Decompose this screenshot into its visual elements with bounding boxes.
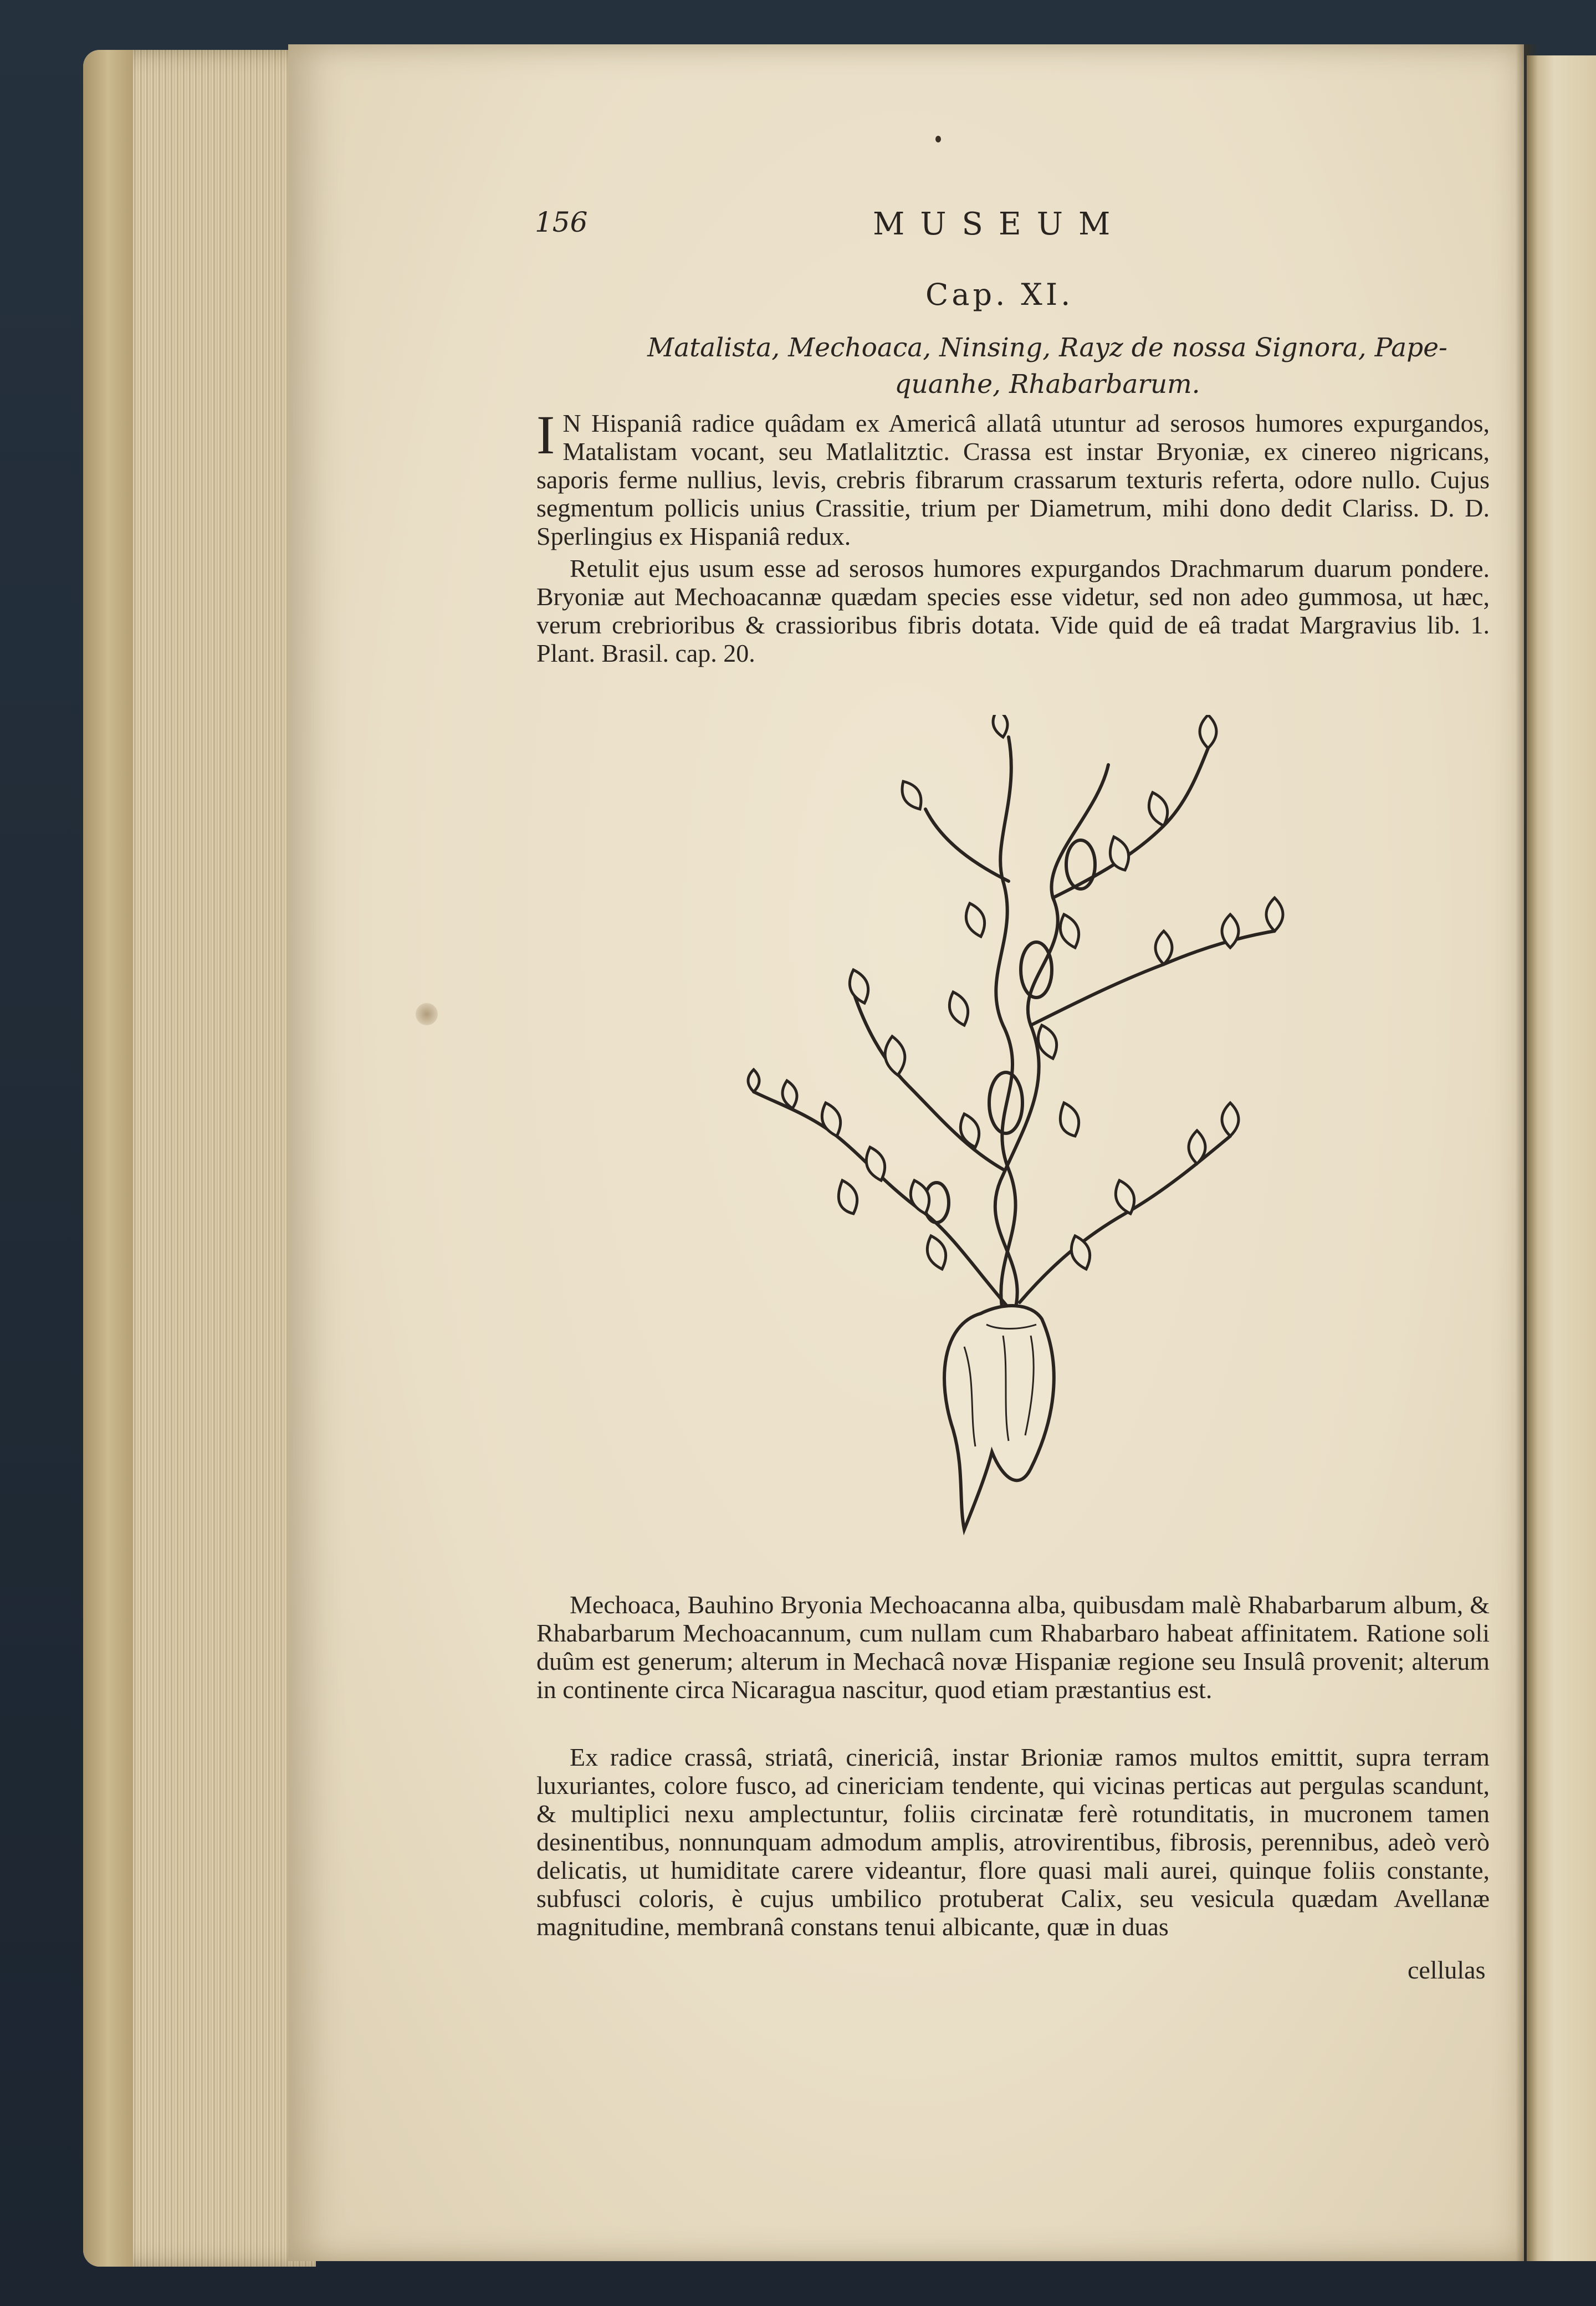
subtitle-line-2: quanhe, Rhabarbarum. xyxy=(894,369,1200,400)
mechoaca-root-woodcut-icon xyxy=(743,715,1297,1541)
subtitle-line-1: Matalista, Mechoaca, Ninsing, Rayz de nossa Signora, Pape- xyxy=(647,333,1447,363)
paper-stain xyxy=(416,1003,438,1025)
paragraph-1-text: N Hispaniâ radice quâdam ex Americâ allatâ utuntur ad serosos humores expurgandos, Matalistam vocant, seu Matlalitztic. Crassa est instar Bryoniæ, ex cinereo nigricans, saporis ferme nullius, levis, crebris fibrarum crassarum texturis referta, odore nullo. Cujus segmentum pollicis unius Crassitie, trium per Diametrum, mihi dono dedit Clariss. D. D. Sperlingius ex Hispaniâ redux. xyxy=(536,409,1490,550)
ink-dot xyxy=(935,136,941,142)
paragraph-1 xyxy=(536,404,1490,550)
page-gutter xyxy=(1516,44,1538,2261)
chapter-subtitle xyxy=(632,330,1463,403)
book-spine xyxy=(83,50,133,2267)
page-number: 156 xyxy=(535,206,588,238)
paragraph-3: Mechoaca, Bauhino Bryonia Mechoacanna alba, quibusdam malè Rhabarbarum album, & Rhabarbarum Mechoacannum, cum nullam cum Rhabarbaro habeat affinitatem. Ratione soli duûm est generum; alterum in Mechacâ novæ Hispaniæ regione seu Insulâ provenit; alterum in continente circa Nicaragua nascitur, quod etiam præstantius est. xyxy=(536,1591,1490,1704)
chapter-title: Cap. XI. xyxy=(925,277,1074,312)
catchword: cellulas xyxy=(1408,1956,1486,1984)
paragraph-2: Retulit ejus usum esse ad serosos humores expurgandos Drachmarum duarum pondere. Bryoniæ aut Mechoacannæ quædam species esse videtur, sed non adeo gummosa, ut hæc, verum crebrioribus & crassioribus fibris dotata. Vide quid de eâ tradat Margravius lib. 1. Plant. Brasil. cap. 20. xyxy=(536,554,1490,667)
paragraph-4: Ex radice crassâ, striatâ, cinericiâ, instar Brioniæ ramos multos emittit, supra terram luxuriantes, colore fusco, ad cinericiam tendente, qui vicinas perticas aut pergulas scandunt, & multiplici nexu amplectuntur, foliis circinatæ ferè rotunditatis, in mucronem tamen desinentibus, nonnunquam admodum amplis, atrovirentibus, fibrosis, perennibus, adeò verò delicatis, ut humiditate carere videantur, flore quasi mali aurei, quinque foliis constante, subfusci coloris, è cujus umbilico protuberat Calix, seu vesicula quædam Avellanæ magnitudine, membranâ constans tenui albicante, quæ in duas xyxy=(536,1743,1490,1941)
drop-cap: I xyxy=(536,404,555,466)
running-head: MUSEUM xyxy=(873,206,1126,242)
